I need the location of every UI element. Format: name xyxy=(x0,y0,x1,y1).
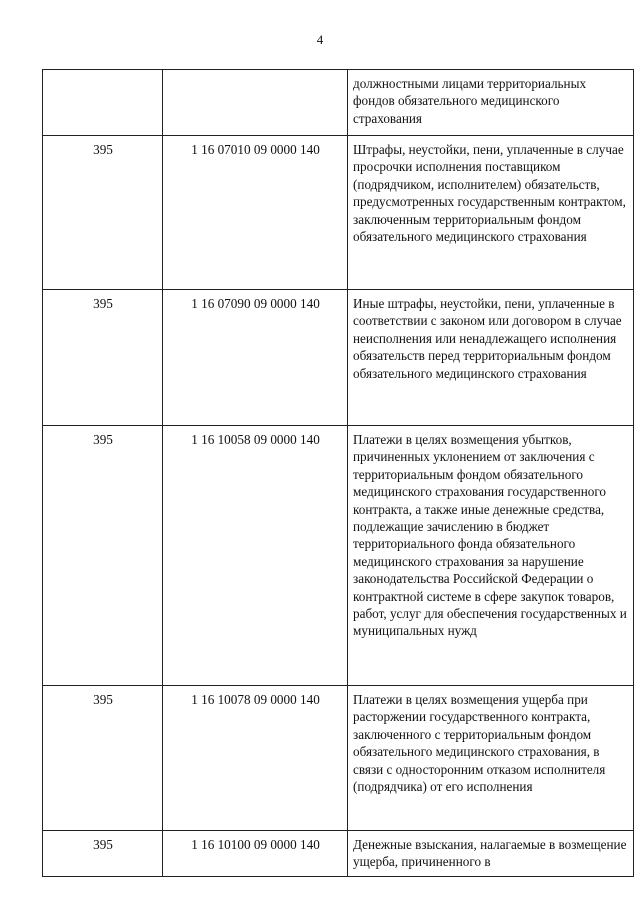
budget-code-cell: 1 16 07090 09 0000 140 xyxy=(163,290,348,426)
table-row xyxy=(43,70,634,136)
budget-code-cell: 1 16 07010 09 0000 140 xyxy=(163,136,348,290)
table-row xyxy=(43,686,634,831)
table-row xyxy=(43,290,634,426)
admin-code-cell: 395 xyxy=(43,831,163,877)
budget-code-cell xyxy=(163,70,348,136)
admin-code-cell xyxy=(43,70,163,136)
income-name-cell: Иные штрафы, неустойки, пени, уплаченные в соответствии с законом или договором в случае неисполнения или ненадлежащего исполнения обязательств перед территориальным фондом обязательного медицинского страхования xyxy=(348,290,634,426)
table-row xyxy=(43,426,634,686)
budget-code-cell: 1 16 10078 09 0000 140 xyxy=(163,686,348,831)
budget-code-cell: 1 16 10058 09 0000 140 xyxy=(163,426,348,686)
income-name-cell: Штрафы, неустойки, пени, уплаченные в случае просрочки исполнения поставщиком (подрядчиком, исполнителем) обязательств, предусмотренных государственным контрактом, заключенным территориальным фондом обязательного медицинского страхования xyxy=(348,136,634,290)
budget-codes-table xyxy=(42,69,634,877)
admin-code-cell: 395 xyxy=(43,686,163,831)
income-name-cell: Платежи в целях возмещения ущерба при расторжении государственного контракта, заключенного с территориальным фондом обязательного медицинского страхования, в связи с односторонним отказом исполнителя (подрядчика) от его исполнения xyxy=(348,686,634,831)
table-row xyxy=(43,831,634,877)
income-name-cell: должностными лицами территориальных фондов обязательного медицинского страхования xyxy=(348,70,634,136)
admin-code-cell: 395 xyxy=(43,136,163,290)
income-name-cell: Денежные взыскания, налагаемые в возмещение ущерба, причиненного в xyxy=(348,831,634,877)
budget-code-cell: 1 16 10100 09 0000 140 xyxy=(163,831,348,877)
income-name-cell: Платежи в целях возмещения убытков, причиненных уклонением от заключения с территориальным фондом обязательного медицинского страхования государственного контракта, а также иные денежные средства, подлежащие зачислению в бюджет территориального фонда обязательного медицинского страхования за нарушение законодательства Российской Федерации о контрактной системе в сфере закупок товаров, работ, услуг для обеспечения государственных и муниципальных нужд xyxy=(348,426,634,686)
admin-code-cell: 395 xyxy=(43,426,163,686)
table-row xyxy=(43,136,634,290)
admin-code-cell: 395 xyxy=(43,290,163,426)
page-number: 4 xyxy=(316,32,324,47)
